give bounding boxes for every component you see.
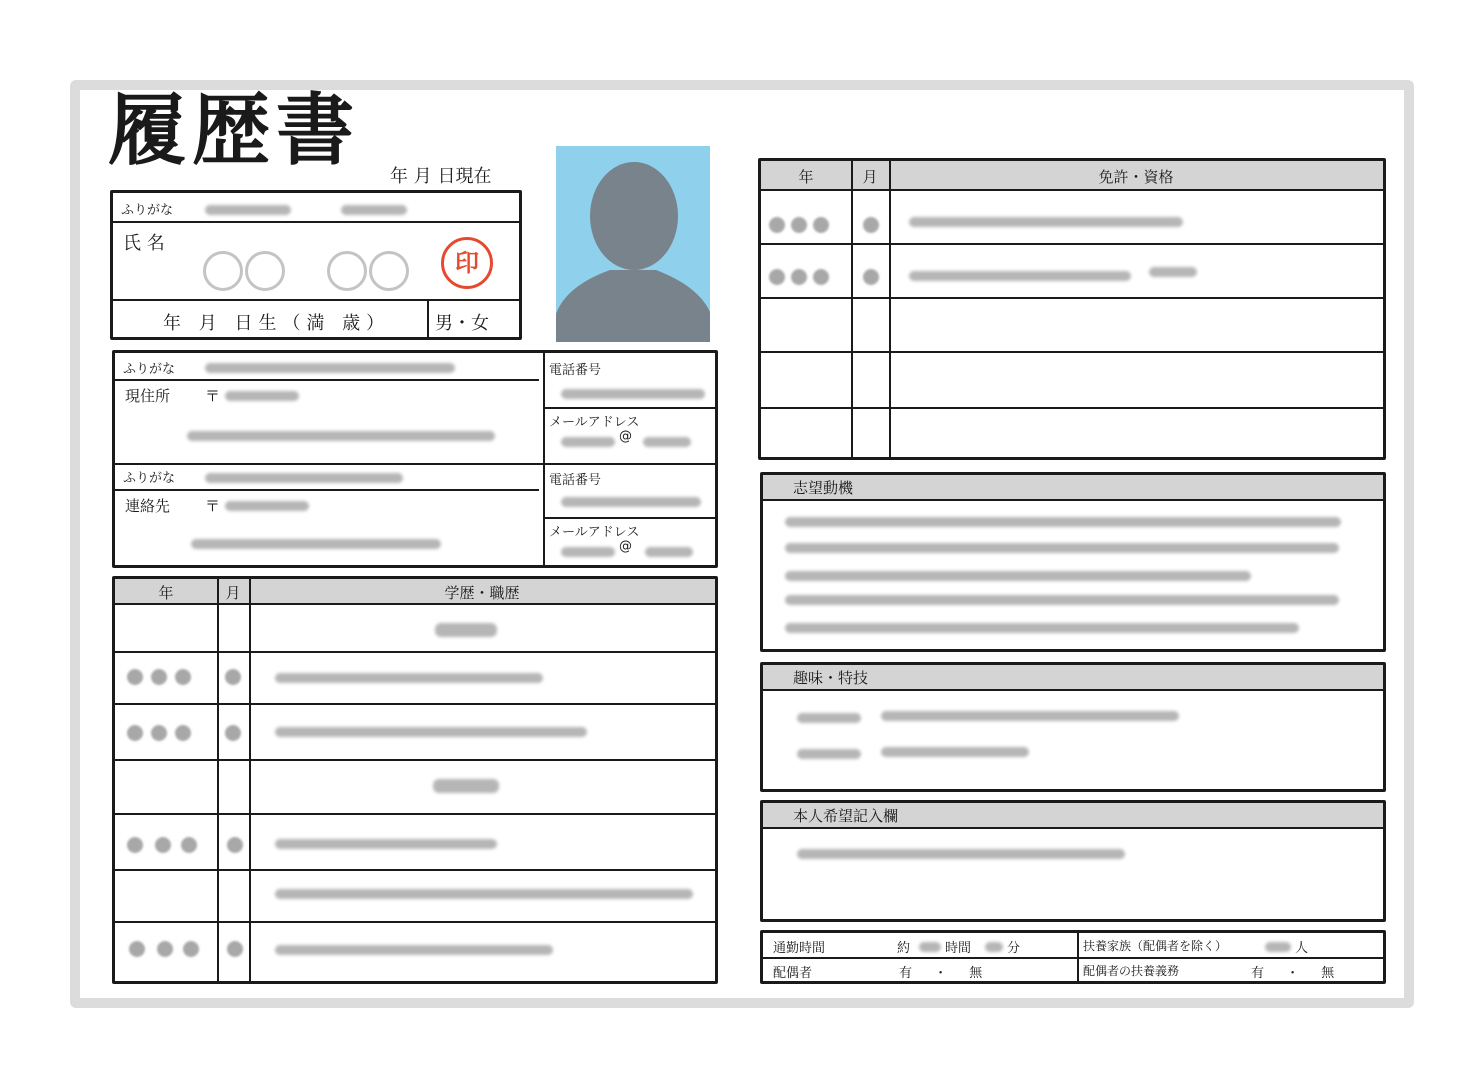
licenses-col-title: 免許・資格	[1098, 168, 1174, 186]
photo-placeholder	[556, 146, 710, 342]
motivation-line	[785, 517, 1341, 527]
skill-value	[881, 747, 1029, 757]
address-furigana-label: ふりがな	[123, 362, 176, 377]
history-col-title: 学歴・職歴	[444, 584, 520, 602]
hobby-label	[797, 713, 861, 723]
address-furigana-value	[205, 363, 455, 373]
name-placeholder-circle	[203, 251, 243, 291]
contact-postal-mark: 〒	[205, 497, 221, 515]
history-table	[112, 576, 718, 984]
spouse-label: 配偶者	[773, 966, 813, 981]
contact-furigana-value	[205, 473, 403, 483]
commute-hours-unit: 時間	[945, 941, 972, 956]
requests-title: 本人希望記入欄	[793, 807, 899, 825]
address-email-user	[561, 437, 615, 447]
motivation-line	[785, 571, 1251, 581]
motivation-title: 志望動機	[793, 479, 854, 497]
contact-email-label: メールアドレス	[549, 525, 640, 540]
requests-section	[760, 800, 1386, 922]
name-box	[110, 190, 522, 340]
contact-email-user	[561, 547, 615, 557]
name-furigana-label: ふりがな	[121, 203, 174, 218]
name-label: 氏 名	[123, 233, 165, 254]
contact-furigana-label: ふりがな	[123, 471, 176, 486]
hobbies-section	[760, 662, 1386, 792]
seal-stamp-icon	[441, 237, 493, 289]
commute-approx: 約	[897, 941, 911, 956]
birth-date-label: 年 月 日生（満 歳）	[163, 313, 391, 334]
gender-label: 男・女	[435, 313, 489, 334]
requests-line	[797, 849, 1125, 859]
history-col-month: 月	[225, 584, 241, 602]
person-silhouette-icon	[556, 146, 710, 342]
address-at-mark: @	[619, 429, 632, 444]
skill-label	[797, 749, 861, 759]
date-label: 年 月 日現在	[390, 166, 492, 187]
document-title: 履歴書	[108, 85, 361, 176]
name-placeholder-circle	[369, 251, 409, 291]
contact-at-mark: @	[619, 539, 632, 554]
spouse-options: 有 ・ 無	[899, 966, 983, 981]
seal-text: 印	[455, 249, 479, 277]
contact-email-domain	[645, 547, 693, 557]
hobby-value	[881, 711, 1179, 721]
contact-label: 連絡先	[125, 497, 171, 515]
current-address-label: 現住所	[125, 387, 171, 405]
spouse-support-label: 配偶者の扶養義務	[1083, 964, 1180, 978]
dependents-label: 扶養家族（配偶者を除く）	[1083, 939, 1228, 953]
motivation-line	[785, 543, 1339, 553]
address-email-domain	[643, 437, 691, 447]
contact-address-value	[191, 539, 441, 549]
motivation-section	[760, 472, 1386, 652]
history-row-heading	[435, 623, 497, 637]
commute-minutes-unit: 分	[1007, 941, 1021, 956]
commute-label: 通勤時間	[773, 941, 826, 956]
history-row-heading	[433, 779, 499, 793]
contact-postal-code	[225, 501, 309, 511]
licenses-col-year: 年	[798, 168, 814, 186]
dependents-value	[1265, 942, 1291, 952]
address-phone-label: 電話番号	[549, 363, 602, 378]
address-phone-value	[561, 389, 705, 399]
name-placeholder-circle	[327, 251, 367, 291]
licenses-col-month: 月	[862, 168, 878, 186]
address-value	[187, 431, 495, 441]
spouse-support-options: 有 ・ 無	[1251, 966, 1335, 981]
name-placeholder-circle	[245, 251, 285, 291]
motivation-line	[785, 595, 1339, 605]
contact-phone-label: 電話番号	[549, 473, 602, 488]
address-postal-mark: 〒	[205, 387, 221, 405]
name-furigana-value	[205, 205, 291, 215]
history-col-year: 年	[158, 584, 174, 602]
address-block	[112, 350, 718, 568]
motivation-line	[785, 623, 1299, 633]
hobbies-title: 趣味・特技	[793, 669, 869, 687]
name-furigana-value-2	[341, 205, 407, 215]
bottom-info-table	[760, 930, 1386, 984]
dependents-unit: 人	[1295, 941, 1309, 956]
address-email-label: メールアドレス	[549, 415, 640, 430]
commute-minutes-value	[985, 942, 1003, 952]
contact-phone-value	[561, 497, 701, 507]
licenses-table	[758, 158, 1386, 460]
address-postal-code	[225, 391, 299, 401]
commute-hours-value	[919, 942, 941, 952]
